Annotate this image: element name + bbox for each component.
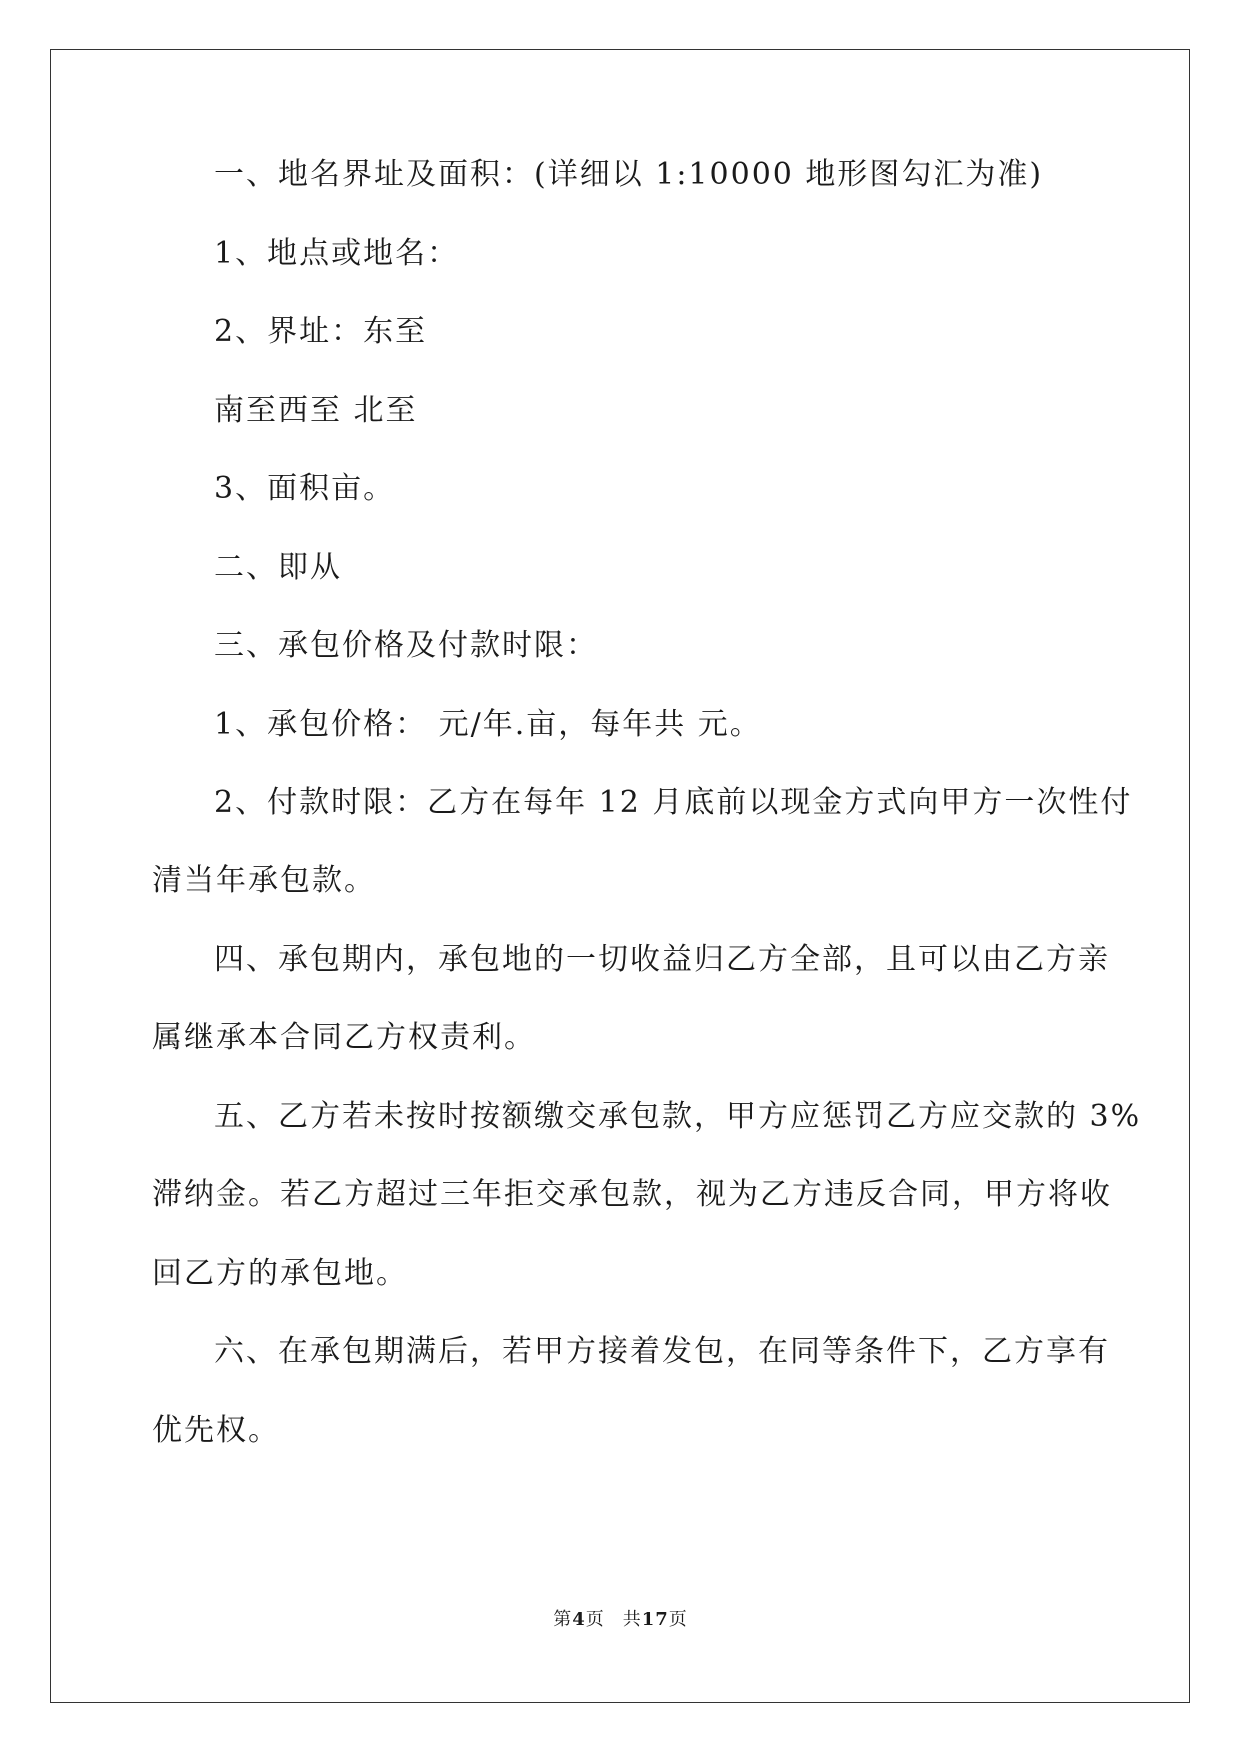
paragraph-line: 南至西至 北至 bbox=[214, 393, 418, 428]
footer-total-pages: 17 bbox=[641, 1609, 669, 1630]
page-footer bbox=[0, 1608, 1241, 1632]
paragraph-line: 四、承包期内，承包地的一切收益归乙方全部，且可以由乙方亲 bbox=[214, 942, 1110, 977]
paragraph-line: 五、乙方若未按时按额缴交承包款，甲方应惩罚乙方应交款的 3% bbox=[214, 1099, 1142, 1134]
paragraph-line: 1、地点或地名： bbox=[214, 236, 460, 271]
footer-page-suffix: 页 bbox=[585, 1609, 605, 1630]
paragraph-line: 回乙方的承包地。 bbox=[152, 1256, 408, 1291]
paragraph-line: 三、承包价格及付款时限： bbox=[214, 628, 598, 663]
paragraph-line: 清当年承包款。 bbox=[152, 863, 376, 898]
paragraph-line: 3、面积亩。 bbox=[214, 471, 396, 506]
footer-page-prefix: 第 bbox=[553, 1609, 573, 1630]
paragraph-line: 一、地名界址及面积：(详细以 1:10000 地形图勾汇为准) bbox=[214, 157, 1044, 192]
paragraph-line: 2、界址：东至 bbox=[214, 314, 428, 349]
footer-total-suffix: 页 bbox=[668, 1609, 688, 1630]
paragraph-line: 1、承包价格： 元/年.亩，每年共 元。 bbox=[214, 707, 762, 742]
paragraph-line: 优先权。 bbox=[152, 1413, 280, 1448]
paragraph-line: 六、在承包期满后，若甲方接着发包，在同等条件下，乙方享有 bbox=[214, 1334, 1110, 1369]
paragraph-line: 二、即从 bbox=[214, 550, 342, 585]
paragraph-line: 2、付款时限：乙方在每年 12 月底前以现金方式向甲方一次性付 bbox=[214, 785, 1133, 820]
paragraph-line: 滞纳金。若乙方超过三年拒交承包款，视为乙方违反合同，甲方将收 bbox=[152, 1177, 1112, 1212]
paragraph-line: 属继承本合同乙方权责利。 bbox=[152, 1020, 536, 1055]
footer-page-number: 4 bbox=[572, 1609, 586, 1630]
footer-total-prefix: 共 bbox=[622, 1609, 642, 1630]
